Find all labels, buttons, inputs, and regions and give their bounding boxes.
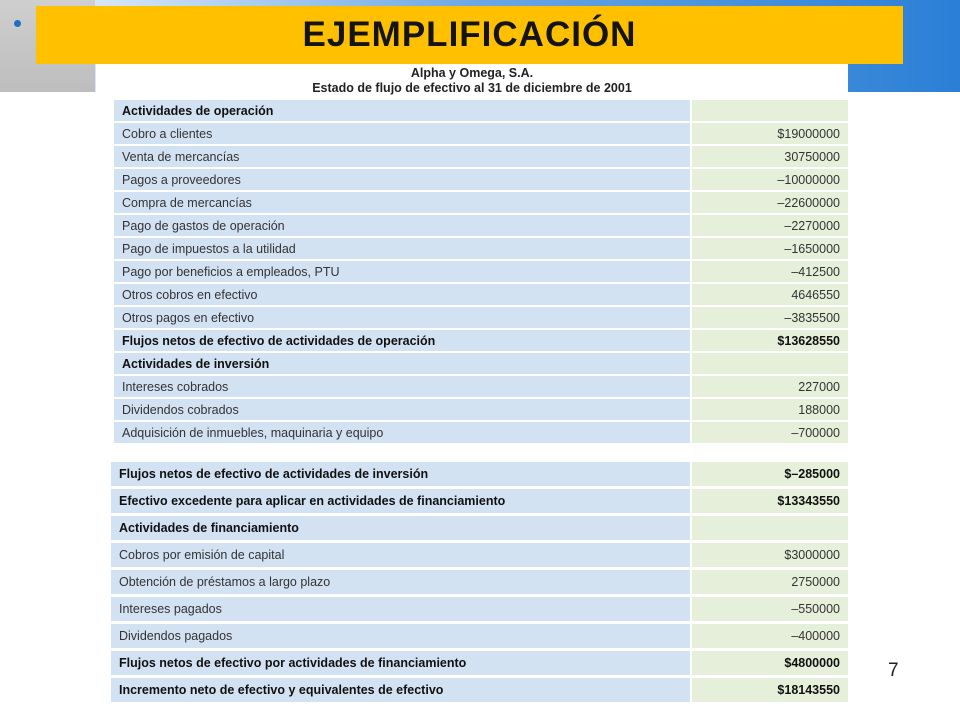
row-label: Adquisición de inmuebles, maquinaria y equipo [114,422,690,443]
row-value [692,100,848,121]
row-label: Flujos netos de efectivo de actividades de operación [114,330,690,351]
table-row [114,330,848,351]
row-value: $3000000 [692,543,848,567]
row-value [692,353,848,374]
table-row [114,100,848,121]
row-label: Dividendos pagados [111,624,690,648]
row-value: $19000000 [692,123,848,144]
row-label: Incremento neto de efectivo y equivalentes de efectivo [111,678,690,702]
row-value: –550000 [692,597,848,621]
row-label: Venta de mercancías [114,146,690,167]
row-label: Obtención de préstamos a largo plazo [111,570,690,594]
row-label: Flujos netos de efectivo por actividades de financiamiento [111,651,690,675]
row-value [692,516,848,540]
row-value: $–285000 [692,462,848,486]
row-value: –3835500 [692,307,848,328]
row-label: Intereses cobrados [114,376,690,397]
row-label: Dividendos cobrados [114,399,690,420]
row-label: Actividades de inversión [114,353,690,374]
slide-title: EJEMPLIFICACIÓN [302,15,637,54]
row-value: –400000 [692,624,848,648]
row-value: 30750000 [692,146,848,167]
table-row [111,516,848,540]
row-label: Compra de mercancías [114,192,690,213]
row-value: $13343550 [692,489,848,513]
row-label: Otros cobros en efectivo [114,284,690,305]
row-value: –10000000 [692,169,848,190]
row-label: Flujos netos de efectivo de actividades de inversión [111,462,690,486]
row-label: Actividades de financiamiento [111,516,690,540]
table-row [111,543,848,567]
row-label: Efectivo excedente para aplicar en actividades de financiamiento [111,489,690,513]
row-label: Pago de impuestos a la utilidad [114,238,690,259]
row-value: –22600000 [692,192,848,213]
table-row [111,570,848,594]
statement-subtitle: Estado de flujo de efectivo al 31 de diciembre de 2001 [312,81,632,95]
row-value: $18143550 [692,678,848,702]
row-value: 4646550 [692,284,848,305]
table-row [111,462,848,486]
table-row [114,376,848,397]
row-value: 2750000 [692,570,848,594]
table-row [114,307,848,328]
statement-header [96,64,848,98]
row-value: –2270000 [692,215,848,236]
table-row [114,146,848,167]
table-row [114,284,848,305]
row-value: –1650000 [692,238,848,259]
table-row [111,678,848,702]
title-bar [36,6,903,64]
row-label: Cobros por emisión de capital [111,543,690,567]
table-row [114,399,848,420]
table-row [114,192,848,213]
table-row [114,169,848,190]
page-number: 7 [888,660,899,681]
row-value: –700000 [692,422,848,443]
row-value: –412500 [692,261,848,282]
table-row [111,651,848,675]
row-label: Intereses pagados [111,597,690,621]
row-value: $4800000 [692,651,848,675]
company-name: Alpha y Omega, S.A. [410,66,534,80]
row-value: 227000 [692,376,848,397]
table-row [114,353,848,374]
table-row [111,597,848,621]
row-value: 188000 [692,399,848,420]
row-label: Pago por beneficios a empleados, PTU [114,261,690,282]
table-row [114,215,848,236]
row-label: Actividades de operación [114,100,690,121]
table-row [114,238,848,259]
cash-flow-table-part2 [109,459,850,705]
bullet-icon [14,20,21,27]
row-value: $13628550 [692,330,848,351]
table-row [114,261,848,282]
row-label: Pagos a proveedores [114,169,690,190]
table-row [114,422,848,443]
row-label: Otros pagos en efectivo [114,307,690,328]
table-row [111,624,848,648]
row-label: Cobro a clientes [114,123,690,144]
row-label: Pago de gastos de operación [114,215,690,236]
table-row [114,123,848,144]
cash-flow-table-part1 [112,98,850,445]
table-row [111,489,848,513]
